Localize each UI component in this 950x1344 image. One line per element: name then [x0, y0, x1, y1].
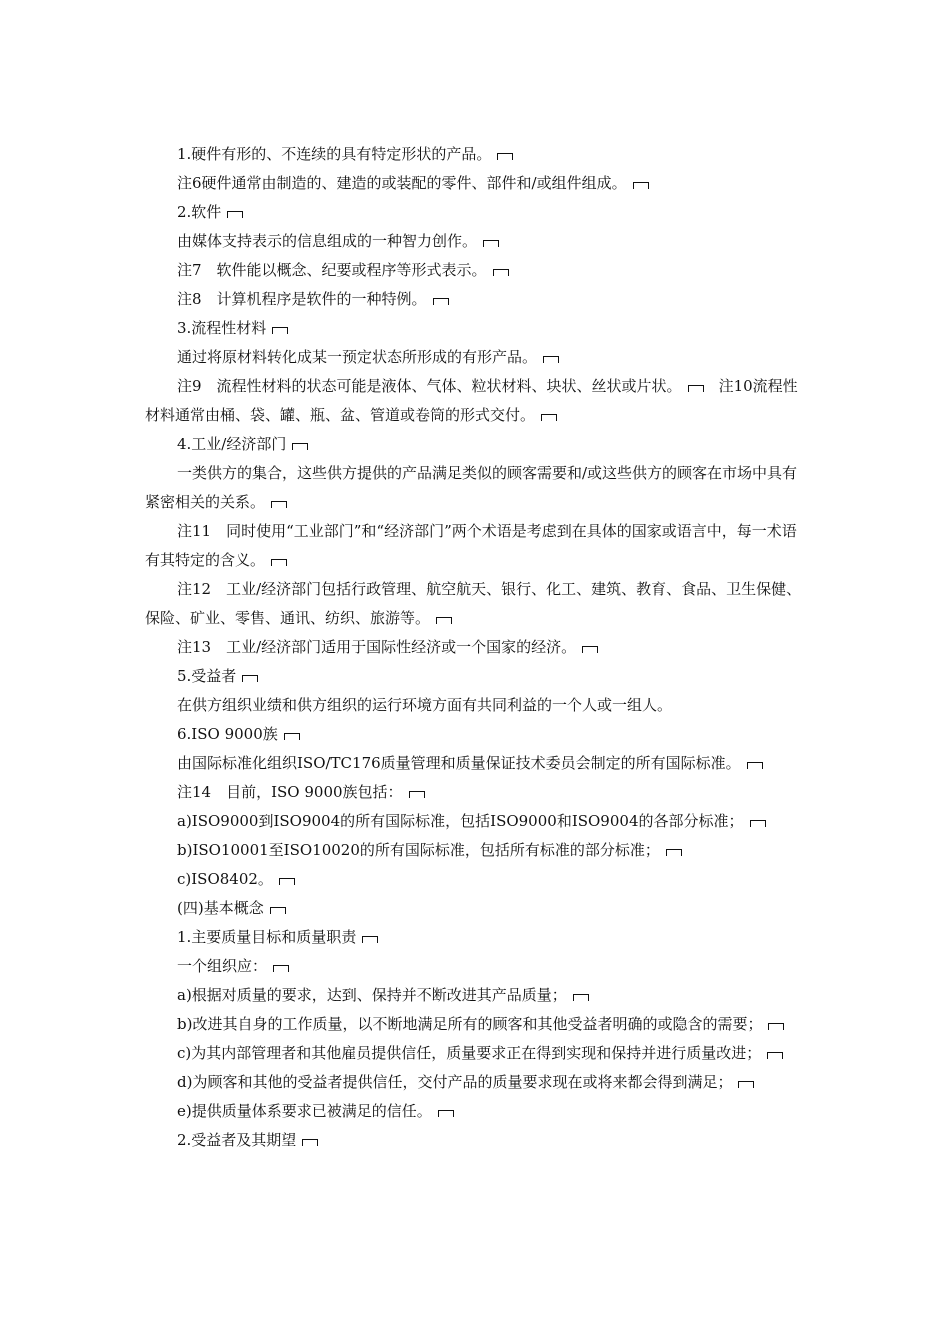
paragraph-mark-icon [633, 182, 649, 189]
paragraph-mark-icon [438, 1110, 454, 1117]
paragraph [145, 1068, 810, 1097]
paragraph-text: 一个组织应： [177, 957, 268, 975]
paragraph [145, 1097, 810, 1126]
paragraph-mark-icon [738, 1081, 754, 1088]
paragraph-mark-icon [582, 646, 598, 653]
paragraph-text: 注7 软件能以概念、纪要或程序等形式表示。 [177, 261, 487, 279]
paragraph-mark-icon [750, 820, 766, 827]
paragraph [145, 1010, 810, 1039]
paragraph-mark-icon [271, 559, 287, 566]
paragraph [145, 691, 810, 720]
paragraph [145, 633, 810, 662]
paragraph-mark-icon [292, 443, 308, 450]
paragraph [145, 1126, 810, 1155]
paragraph-mark-icon [768, 1023, 784, 1030]
paragraph-mark-icon [302, 1139, 318, 1146]
paragraph-mark-icon [688, 385, 704, 392]
paragraph [145, 749, 810, 778]
paragraph [145, 778, 810, 807]
paragraph-mark-icon [767, 1052, 783, 1059]
paragraph [145, 227, 810, 256]
paragraph-text: 注13 工业/经济部门适用于国际性经济或一个国家的经济。 [177, 638, 577, 656]
paragraph [145, 140, 810, 169]
paragraph-text: 6.ISO 9000族 [177, 725, 278, 743]
paragraph-mark-icon [242, 675, 258, 682]
paragraph-text: 注6硬件通常由制造的、建造的或装配的零件、部件和/或组件组成。 [177, 174, 627, 192]
paragraph-text: 1.主要质量目标和质量职责 [177, 928, 357, 946]
paragraph-text: 由媒体支持表示的信息组成的一种智力创作。 [177, 232, 478, 250]
paragraph [145, 285, 810, 314]
paragraph-mark-icon [270, 907, 286, 914]
paragraph-mark-icon [409, 791, 425, 798]
paragraph-text: 注12 工业/经济部门包括行政管理、航空航天、银行、化工、建筑、教育、食品、卫生保健、保险、矿业、零售、通讯、纺织、旅游等。 [145, 580, 802, 627]
paragraph [145, 256, 810, 285]
paragraph-text: d)为顾客和其他的受益者提供信任，交付产品的质量要求现在或将来都会得到满足； [177, 1073, 733, 1091]
paragraph-text: b)改进其自身的工作质量，以不断地满足所有的顾客和其他受益者明确的或隐含的需要； [177, 1015, 763, 1033]
paragraph-text: e)提供质量体系要求已被满足的信任。 [177, 1102, 432, 1120]
paragraph-text: 在供方组织业绩和供方组织的运行环境方面有共同利益的一个人或一组人。 [177, 696, 673, 714]
paragraph-text: 通过将原材料转化成某一预定状态所形成的有形产品。 [177, 348, 538, 366]
paragraph-text: 1.硬件有形的、不连续的具有特定形状的产品。 [177, 145, 492, 163]
paragraph [145, 894, 810, 923]
paragraph [145, 807, 810, 836]
paragraph [145, 923, 810, 952]
paragraph [145, 662, 810, 691]
document-body [145, 140, 810, 1155]
paragraph [145, 372, 810, 430]
paragraph-mark-icon [436, 617, 452, 624]
paragraph [145, 1039, 810, 1068]
paragraph-text: b)ISO10001至ISO10020的所有国际标准，包括所有标准的部分标准； [177, 841, 660, 859]
paragraph [145, 314, 810, 343]
paragraph-mark-icon [483, 240, 499, 247]
paragraph-text: 注9 流程性材料的状态可能是液体、气体、粒状材料、块状、丝状或片状。 [177, 377, 682, 395]
paragraph-text: 一类供方的集合，这些供方提供的产品满足类似的顾客需要和/或这些供方的顾客在市场中具有紧密相关的关系。 [145, 464, 798, 511]
paragraph-mark-icon [493, 269, 509, 276]
paragraph-text: 注11 同时使用“工业部门”和“经济部门”两个术语是考虑到在具体的国家或语言中，每一术语有其特定的含义。 [145, 522, 797, 569]
paragraph-mark-icon [273, 965, 289, 972]
paragraph-text: 2.软件 [177, 203, 222, 221]
paragraph-mark-icon [541, 414, 557, 421]
paragraph [145, 459, 810, 517]
paragraph-text: 注10流程性材料通常由桶、袋、罐、瓶、盆、管道或卷筒的形式交付。 [145, 377, 798, 424]
paragraph-mark-icon [573, 994, 589, 1001]
paragraph-text: 由国际标准化组织ISO/TC176质量管理和质量保证技术委员会制定的所有国际标准。 [177, 754, 741, 772]
paragraph [145, 575, 810, 633]
paragraph-mark-icon [362, 936, 378, 943]
paragraph [145, 865, 810, 894]
paragraph-mark-icon [227, 211, 243, 218]
paragraph [145, 517, 810, 575]
paragraph-text: 2.受益者及其期望 [177, 1131, 297, 1149]
paragraph-mark-icon [497, 153, 513, 160]
paragraph-mark-icon [284, 733, 300, 740]
paragraph-mark-icon [271, 501, 287, 508]
paragraph-text: 3.流程性材料 [177, 319, 267, 337]
paragraph-text: c)为其内部管理者和其他雇员提供信任，质量要求正在得到实现和保持并进行质量改进； [177, 1044, 762, 1062]
paragraph-text: c)ISO8402。 [177, 870, 273, 888]
paragraph-mark-icon [279, 878, 295, 885]
paragraph-text: 注14 目前，ISO 9000族包括： [177, 783, 403, 801]
paragraph-text: a)根据对质量的要求，达到、保持并不断改进其产品质量； [177, 986, 567, 1004]
paragraph-mark-icon [272, 327, 288, 334]
paragraph-text: (四)基本概念 [177, 899, 264, 917]
paragraph-text: 注8 计算机程序是软件的一种特例。 [177, 290, 427, 308]
paragraph [145, 720, 810, 749]
paragraph-mark-icon [666, 849, 682, 856]
paragraph-text: 5.受益者 [177, 667, 237, 685]
paragraph [145, 169, 810, 198]
paragraph [145, 836, 810, 865]
paragraph-mark-icon [747, 762, 763, 769]
paragraph [145, 981, 810, 1010]
paragraph [145, 430, 810, 459]
paragraph-mark-icon [543, 356, 559, 363]
paragraph-text: a)ISO9000到ISO9004的所有国际标准，包括ISO9000和ISO9004的各部分标准； [177, 812, 744, 830]
paragraph [145, 952, 810, 981]
paragraph [145, 198, 810, 227]
paragraph-text: 4.工业/经济部门 [177, 435, 287, 453]
paragraph [145, 343, 810, 372]
paragraph-mark-icon [433, 298, 449, 305]
